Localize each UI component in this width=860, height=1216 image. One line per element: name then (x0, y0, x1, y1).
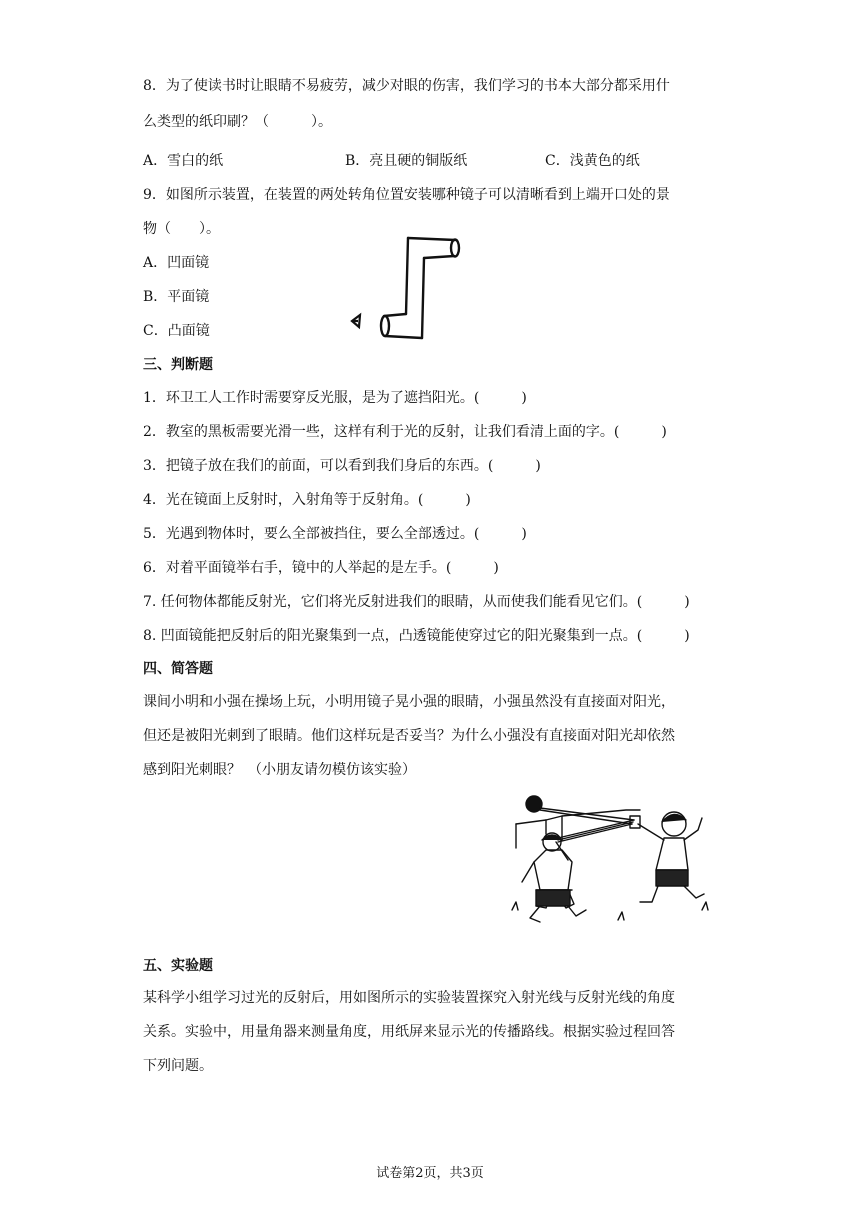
short-answer-line2: 但还是被阳光刺到了眼睛。他们这样玩是否妥当？为什么小强没有直接面对阳光却依然 (143, 728, 675, 744)
short-answer-line1: 课间小明和小强在操场上玩，小明用镜子晃小强的眼睛，小强虽然没有直接面对阳光， (143, 694, 675, 710)
judge-item-3: 3．把镜子放在我们的前面，可以看到我们身后的东西。( ) (143, 458, 541, 474)
experiment-line2: 关系。实验中，用量角器来测量角度，用纸屏来显示光的传播路线。根据实验过程回答 (143, 1024, 675, 1040)
judge-item-7: 7. 任何物体都能反射光，它们将光反射进我们的眼睛，从而使我们能看见它们。( ) (143, 594, 690, 610)
experiment-line1: 某科学小组学习过光的反射后，用如图所示的实验装置探究入射光线与反射光线的角度 (143, 990, 675, 1006)
q8-option-b: B．亮且硬的铜版纸 (345, 153, 468, 169)
mirror-play-illustration (506, 790, 716, 940)
judge-item-5: 5．光遇到物体时，要么全部被挡住，要么全部透过。( ) (143, 526, 527, 542)
judge-item-2: 2．教室的黑板需要光滑一些，这样有利于光的反射，让我们看清上面的字。( ) (143, 424, 667, 440)
section4-title: 四、简答题 (143, 661, 213, 677)
judge-item-4: 4．光在镜面上反射时，入射角等于反射角。( ) (143, 492, 471, 508)
q8-option-c: C．浅黄色的纸 (545, 153, 640, 169)
q9-stem-line1: 9．如图所示装置，在装置的两处转角位置安装哪种镜子可以清晰看到上端开口处的景 (143, 187, 670, 203)
q9-option-a: A．凹面镜 (143, 255, 210, 271)
q9-stem-line2: 物（ ）。 (143, 221, 220, 237)
q9-option-c: C．凸面镜 (143, 323, 210, 339)
short-answer-line3: 感到阳光刺眼？ （小朋友请勿模仿该实验） (143, 762, 416, 778)
experiment-line3: 下列问题。 (143, 1058, 213, 1074)
eye-icon (352, 315, 360, 327)
judge-item-8: 8. 凹面镜能把反射后的阳光聚集到一点，凸透镜能使穿过它的阳光聚集到一点。( ) (143, 628, 690, 644)
q8-stem-line2: 么类型的纸印刷？（ ）。 (143, 114, 332, 130)
judge-item-6: 6．对着平面镜举右手，镜中的人举起的是左手。( ) (143, 560, 499, 576)
section3-title: 三、判断题 (143, 357, 213, 373)
q8-option-a: A．雪白的纸 (143, 153, 224, 169)
judge-item-1: 1．环卫工人工作时需要穿反光服，是为了遮挡阳光。( ) (143, 390, 527, 406)
section5-title: 五、实验题 (143, 958, 213, 974)
page-footer: 试卷第2页，共3页 (376, 1166, 484, 1181)
periscope-figure (340, 232, 470, 344)
q9-option-b: B．平面镜 (143, 289, 210, 305)
q8-stem-line1: 8．为了使读书时让眼睛不易疲劳，减少对眼的伤害，我们学习的书本大部分都采用什 (143, 78, 670, 94)
